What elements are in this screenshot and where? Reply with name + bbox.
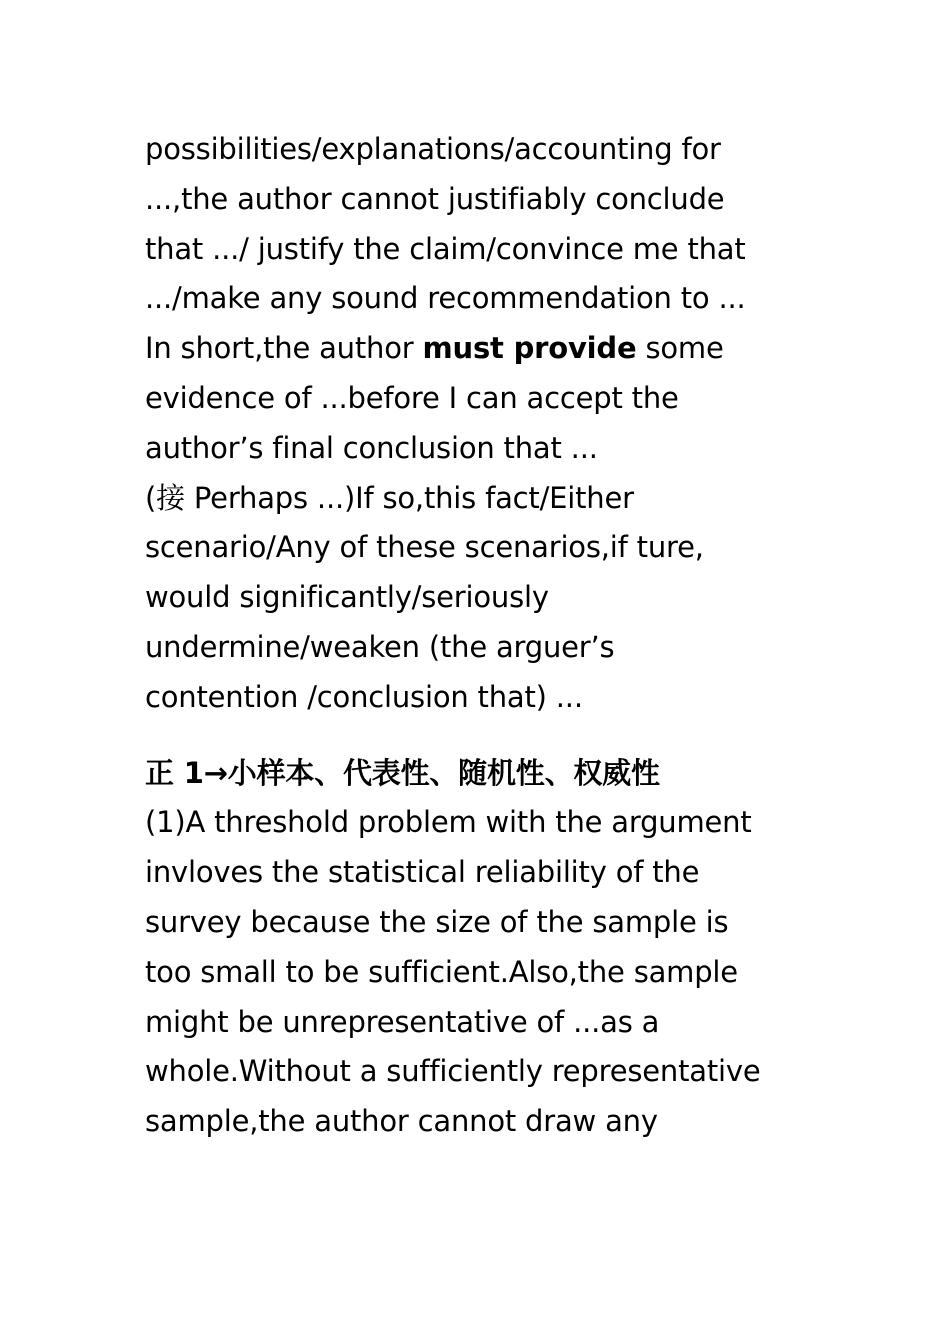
- section-heading: 正 1→小样本、代表性、随机性、权威性: [145, 755, 660, 790]
- text-line: .../make any sound recommendation to ...: [145, 281, 746, 316]
- text-line: survey because the size of the sample is: [145, 904, 729, 939]
- text-line: that .../ justify the claim/convince me that: [145, 231, 746, 266]
- text-line: ...,the author cannot justifiably conclude: [145, 181, 725, 216]
- text-line: sample,the author cannot draw any: [145, 1104, 658, 1139]
- text-line: whole.Without a sufficiently representative: [145, 1054, 761, 1089]
- paragraph-conclusion: [145, 125, 815, 723]
- text-run: In short,the author: [145, 331, 423, 366]
- paragraph-spacer: [145, 723, 815, 749]
- text-line: too small to be sufficient.Also,the sample: [145, 954, 738, 989]
- text-line-with-bold: [145, 324, 815, 374]
- text-line: scenario/Any of these scenarios,if ture,: [145, 530, 704, 565]
- text-line: evidence of ...before I can accept the: [145, 380, 679, 415]
- text-line: possibilities/explanations/accounting for: [145, 132, 721, 166]
- text-line: invloves the statistical reliability of the: [145, 855, 700, 890]
- section-sample-problem: [145, 749, 815, 1147]
- text-line: contention /conclusion that) ...: [145, 679, 583, 714]
- text-run: some: [636, 331, 724, 366]
- text-line: (接 Perhaps ...)If so,this fact/Either: [145, 480, 634, 515]
- text-line: (1)A threshold problem with the argument: [145, 805, 752, 840]
- text-line: author’s final conclusion that ...: [145, 430, 598, 465]
- bold-phrase: must provide: [422, 331, 637, 366]
- text-line: would significantly/seriously: [145, 580, 549, 615]
- text-line: might be unrepresentative of ...as a: [145, 1004, 660, 1039]
- text-line: undermine/weaken (the arguer’s: [145, 629, 615, 664]
- document-page: [145, 125, 815, 1147]
